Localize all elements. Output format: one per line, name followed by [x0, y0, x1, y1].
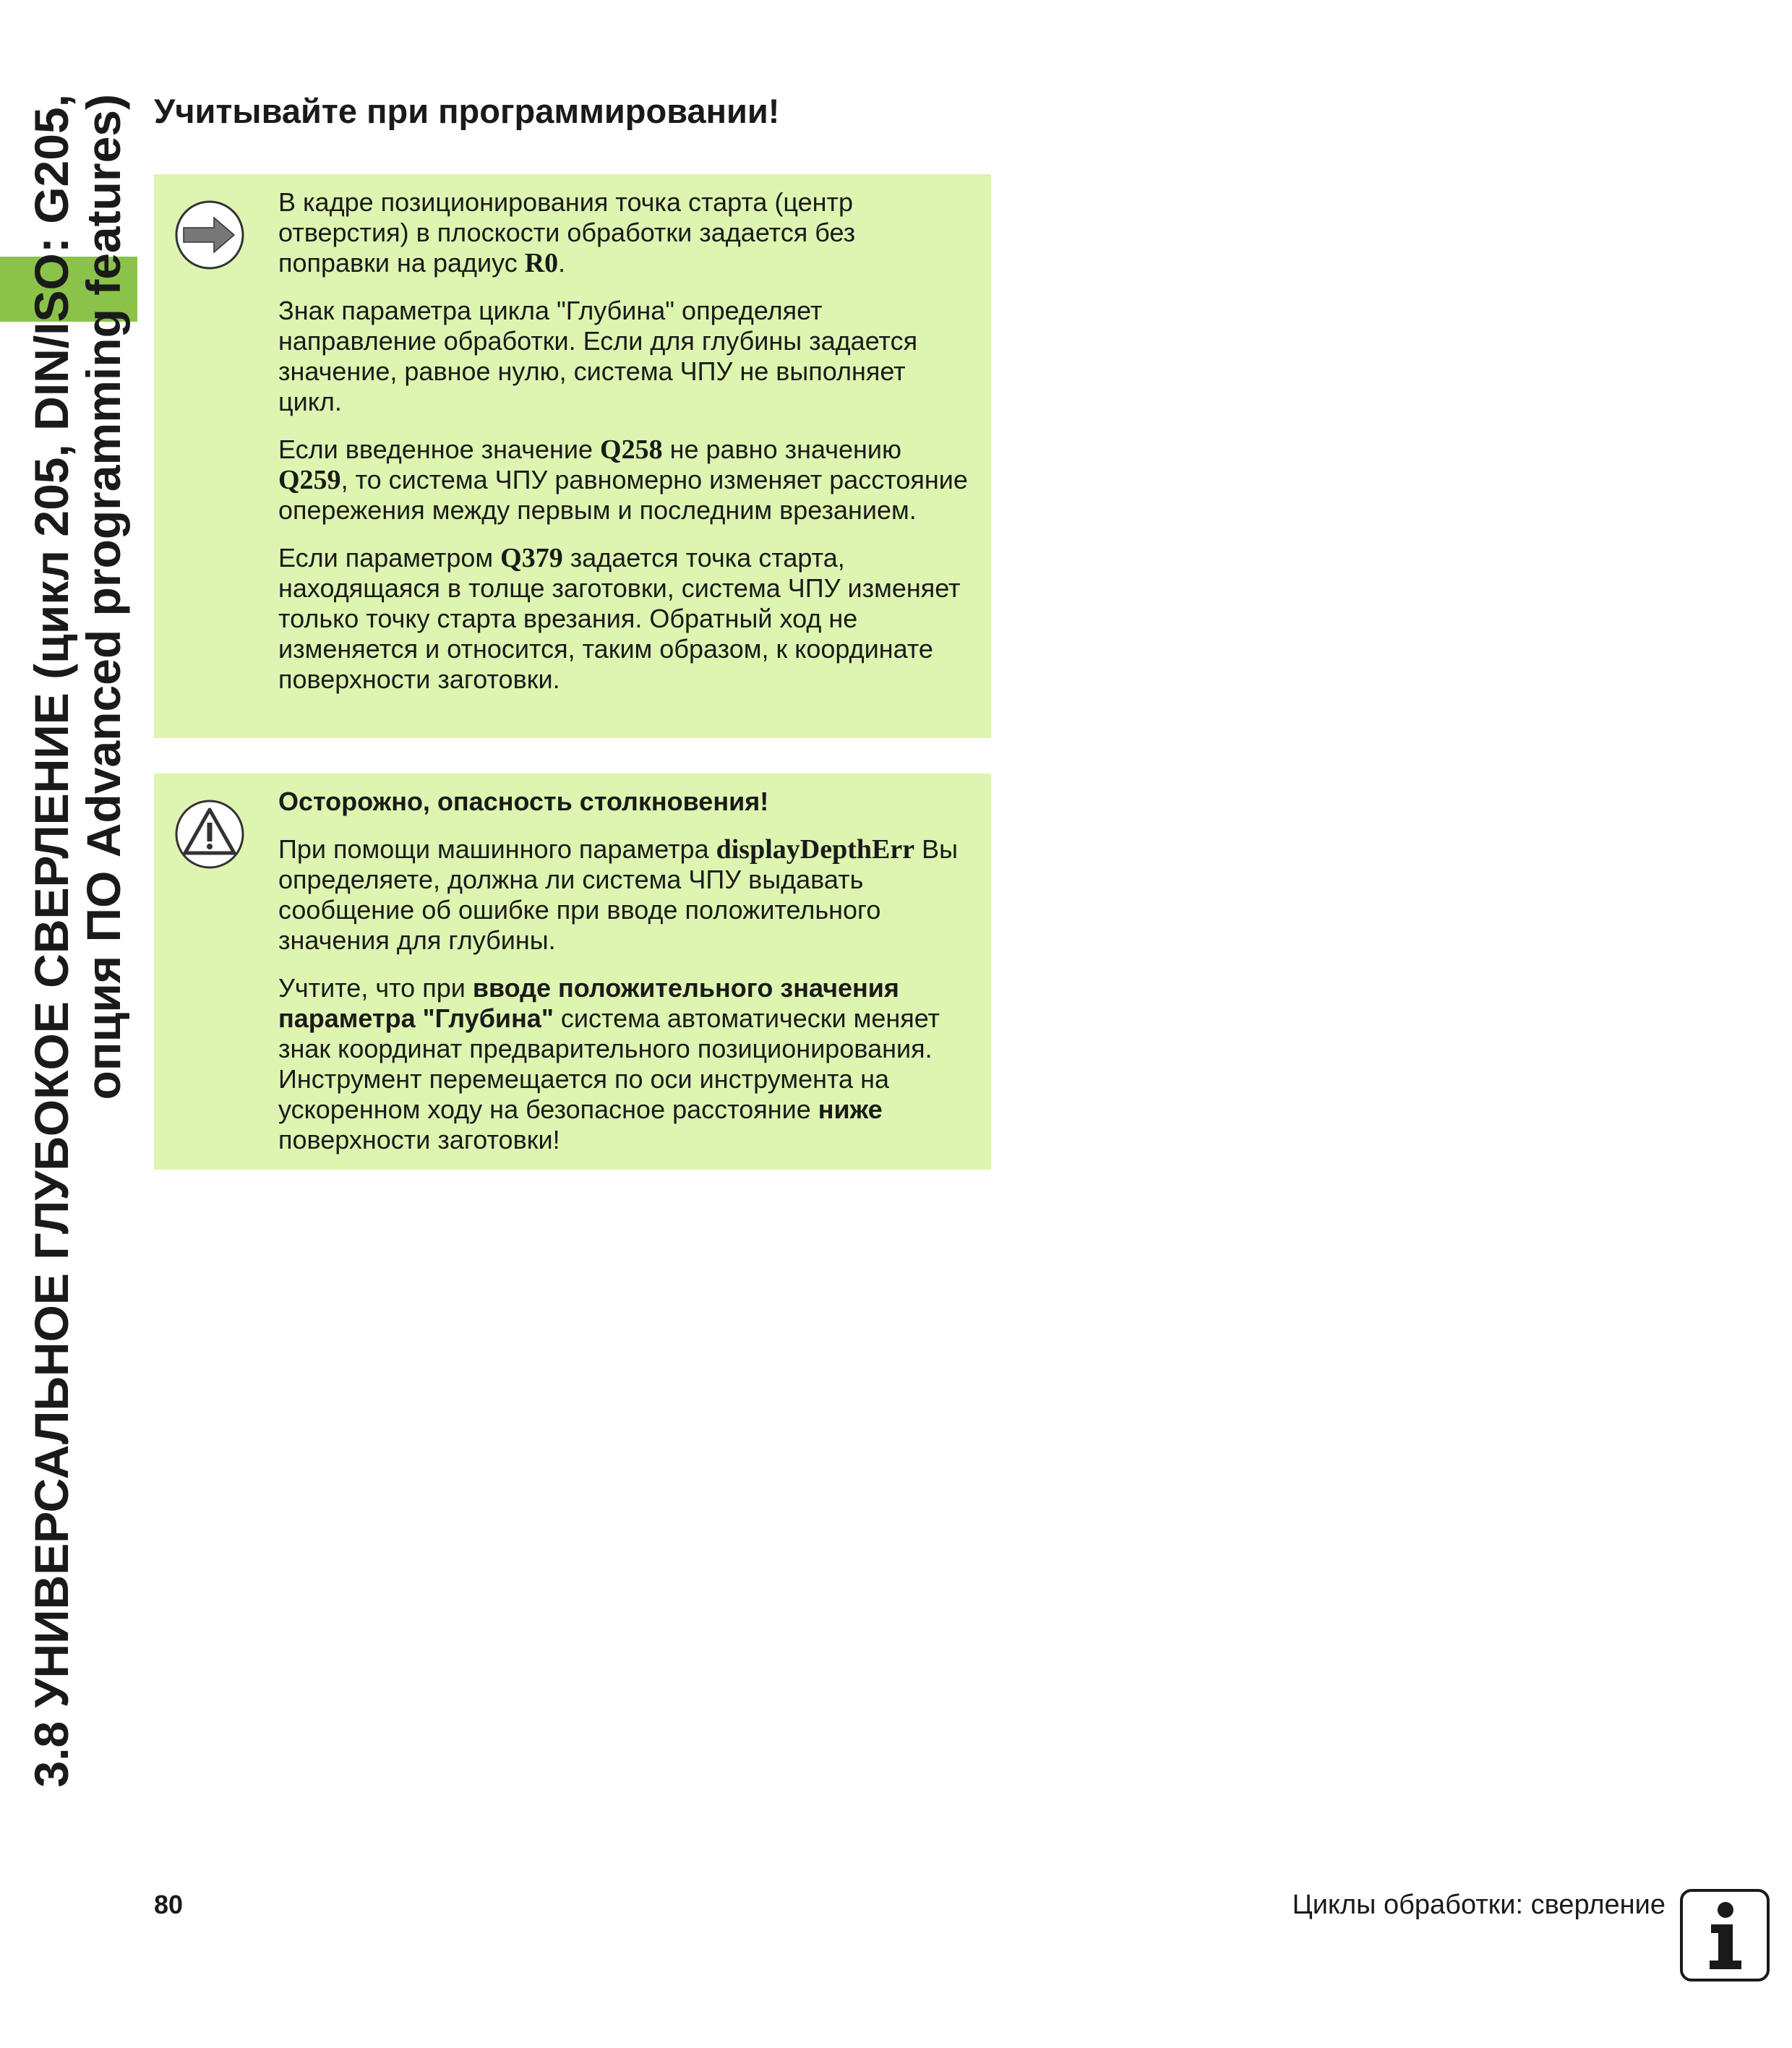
warning-note-box — [154, 774, 991, 1170]
text-span: При помощи машинного параметра — [278, 834, 716, 864]
info-note-text — [278, 187, 972, 712]
text-span: Учтите, что при — [278, 973, 473, 1003]
warning-triangle-icon — [173, 798, 246, 870]
page-heading: Учитывайте при программировании! — [154, 92, 780, 130]
text-span: Если введенное значение — [278, 434, 601, 464]
param-q379: Q379 — [500, 543, 563, 573]
text-span: В кадре позиционирования точка старта (центр отверстия) в плоскости обработки задается без поправки на радиус — [278, 187, 856, 278]
param-q258: Q258 — [600, 434, 663, 465]
param-q259: Q259 — [278, 465, 341, 495]
footer-chapter-title: Циклы обработки: сверление — [1292, 1890, 1665, 1920]
warning-paragraph-1 — [278, 834, 972, 956]
bold-text: ниже — [818, 1094, 883, 1124]
warning-paragraph-2 — [278, 973, 972, 1155]
arrow-right-icon — [173, 199, 246, 271]
text-span: поверхности заготовки! — [278, 1125, 560, 1154]
info-paragraph-3 — [278, 434, 972, 526]
side-section-title — [25, 94, 129, 1829]
text-span: задается точка старта, находящаяся в толще заготовки, система ЧПУ изменяет только точку старта врезания. Обратный ход не изменяется и относится, таким образом, к координате поверхности заготовки. — [278, 543, 961, 694]
warning-note-text — [278, 787, 972, 1173]
warning-title — [278, 787, 972, 817]
text-span: Если параметром — [278, 543, 501, 573]
text-span: не равно значению — [662, 434, 901, 464]
param-displaydeptherr: displayDepthErr — [716, 834, 915, 865]
text-span: система автоматически меняет знак координат предварительного позиционирования. Инструмент перемещается по оси инструмента на ускоренном ходу на безопасное расстояние — [278, 1003, 940, 1124]
text-span: , то система ЧПУ равномерно изменяет расстояние опережения между первым и последним врезанием. — [278, 465, 968, 525]
page-number: 80 — [154, 1890, 184, 1919]
param-r0: R0 — [524, 248, 559, 278]
info-note-box — [154, 174, 991, 738]
info-paragraph-4 — [278, 543, 972, 695]
info-paragraph-2: Знак параметра цикла "Глубина" определяет направление обработки. Если для глубины задается значение, равное нулю, система ЧПУ не выполняет цикл. — [278, 296, 918, 416]
text-span: Вы определяете, должна ли система ЧПУ выдавать сообщение об ошибке при вводе положительного значения для глубины. — [278, 834, 958, 955]
text-span: . — [558, 248, 566, 278]
side-title-line-2: опция ПО Advanced programming features) — [77, 94, 130, 1100]
bold-text: вводе положительного значения параметра "Глубина" — [278, 973, 899, 1033]
info-icon — [1679, 1888, 1770, 1982]
warning-title-text: Осторожно, опасность столкновения! — [278, 787, 769, 816]
info-paragraph-1 — [278, 187, 972, 278]
side-title-line-1: 3.8 УНИВЕРСАЛЬНОЕ ГЛУБОКОЕ СВЕРЛЕНИЕ (цикл 205, DIN/ISO: G205, — [25, 94, 78, 1788]
